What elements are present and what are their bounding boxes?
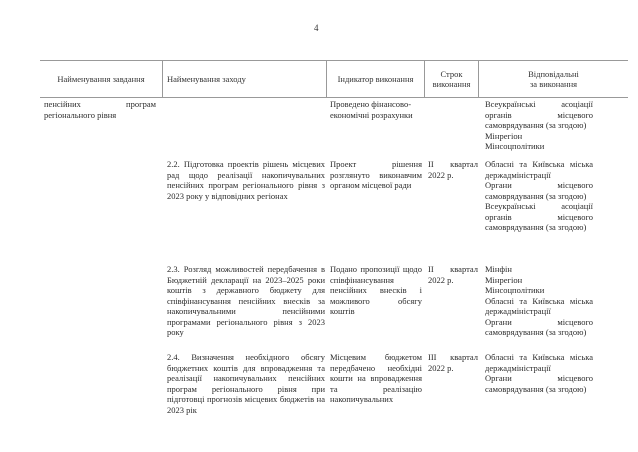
responsible-entry: Органи місцевого самоврядування (за згодою) bbox=[485, 316, 593, 337]
header-term-line: виконання bbox=[432, 79, 471, 89]
header-term bbox=[425, 61, 478, 97]
row3-measure: 2.3. Розгляд можливостей передбачення в Бюджетній декларації на 2023–2025 роки коштів з державного бюджету для співфінансування пенсійних внесків за накопичувальними пенсійними програмами регіонального рівня з 2023 року bbox=[167, 264, 325, 337]
table-header bbox=[40, 60, 628, 98]
responsible-entry: Мінрегіон bbox=[485, 274, 523, 285]
row4-term: III квартал 2022 р. bbox=[428, 352, 478, 373]
responsible-entry: Органи місцевого самоврядування (за згодою) bbox=[485, 373, 593, 394]
responsible-entry: Обласні та Київська міська держадміністрації bbox=[485, 295, 593, 316]
row1-responsible bbox=[485, 99, 593, 152]
row2-term: II квартал 2022 р. bbox=[428, 159, 478, 180]
responsible-entry: Всеукраїнські асоціації органів місцевого самоврядування (за згодою) bbox=[485, 201, 593, 232]
row1-task: пенсійних програм регіонального рівня bbox=[44, 99, 156, 120]
row4-responsible bbox=[485, 352, 593, 394]
responsible-entry: Органи місцевого самоврядування (за згодою) bbox=[485, 180, 593, 201]
header-indicator: Індикатор виконання bbox=[337, 74, 414, 84]
row1-indicator: Проведено фінансово-економічні розрахунки bbox=[330, 99, 413, 120]
header-task: Найменування завдання bbox=[57, 74, 145, 84]
column-divider bbox=[162, 61, 163, 97]
responsible-entry: Обласні та Київська міська держадміністрації bbox=[485, 352, 593, 373]
responsible-entry: Мінрегіон bbox=[485, 130, 523, 141]
row4-indicator: Місцевим бюджетом передбачено необхідні кошти на впровадження та реалізацію накопичувальних bbox=[330, 352, 422, 404]
responsible-entry: Мінсоцполітики bbox=[485, 285, 545, 295]
row2-measure: 2.2. Підготовка проектів рішень місцевих рад щодо реалізації накопичувальних пенсійних програм регіонального рівня з 2023 року у відповідних регіонах bbox=[167, 159, 325, 201]
header-term-line: Строк bbox=[440, 69, 463, 79]
header-responsible-line: Відповідальні bbox=[528, 69, 579, 79]
responsible-entry: Обласні та Київська міська держадміністрації bbox=[485, 159, 593, 180]
header-measure: Найменування заходу bbox=[167, 74, 246, 84]
row2-indicator: Проект рішення розглянуто виконавчим органом місцевої ради bbox=[330, 159, 422, 190]
responsible-entry: Мінсоцполітики bbox=[485, 141, 545, 151]
header-responsible-line: за виконання bbox=[529, 79, 578, 89]
row4-measure: 2.4. Визначення необхідного обсягу бюджетних коштів для впровадження та реалізації накопичувальних пенсійних програм регіонального рівня при підготовці прогнозів місцевих бюджетів на 2023 рік bbox=[167, 352, 325, 415]
row3-term: II квартал 2022 р. bbox=[428, 264, 478, 285]
page-number: 4 bbox=[314, 23, 319, 33]
row2-responsible bbox=[485, 159, 593, 233]
header-responsible bbox=[479, 61, 628, 97]
row3-responsible bbox=[485, 264, 593, 338]
row3-indicator: Подано пропозиції щодо співфінансування пенсійних внесків і можливого обсягу коштів bbox=[330, 264, 422, 316]
responsible-entry: Всеукраїнські асоціації органів місцевого самоврядування (за згодою) bbox=[485, 99, 593, 130]
responsible-entry: Мінфін bbox=[485, 264, 512, 274]
